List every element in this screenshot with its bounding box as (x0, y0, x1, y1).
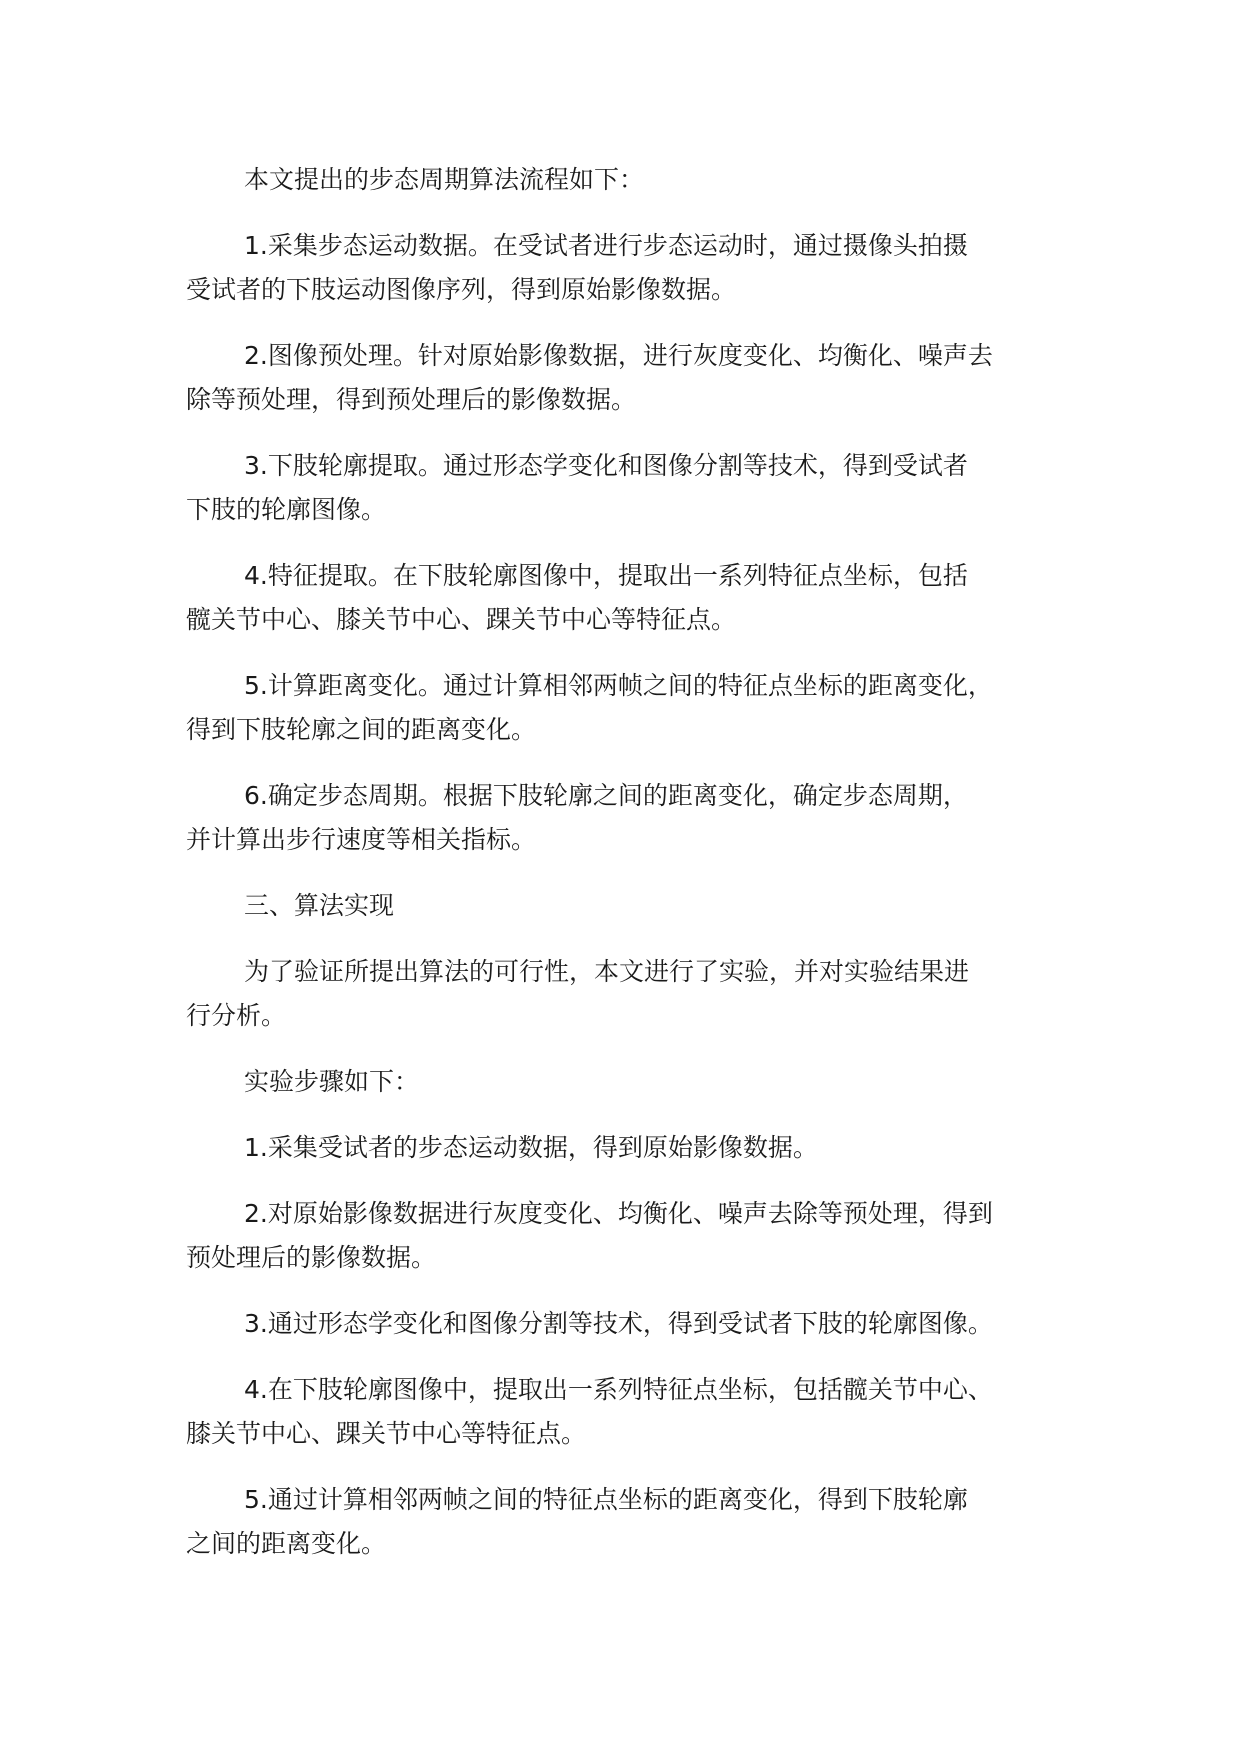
paragraph-exp-step-4 (186, 1368, 1086, 1456)
paragraph-exp-step-2 (186, 1192, 1086, 1280)
text-line: 并计算出步行速度等相关指标。 (186, 825, 537, 854)
text-line: 4.特征提取。在下肢轮廓图像中，提取出一系列特征点坐标，包括 (244, 561, 968, 590)
text-line: 之间的距离变化。 (186, 1529, 387, 1558)
heading-text: 三、算法实现 (244, 891, 395, 920)
paragraph-step-6 (186, 774, 1086, 862)
paragraph-step-4 (186, 554, 1086, 642)
text-line: 本文提出的步态周期算法流程如下： (244, 165, 645, 194)
paragraph-experiment-intro (186, 1060, 1086, 1104)
paragraph-step-2 (186, 334, 1086, 422)
text-line: 髋关节中心、膝关节中心、踝关节中心等特征点。 (186, 605, 737, 634)
text-line: 得到下肢轮廓之间的距离变化。 (186, 715, 537, 744)
paragraph-exp-step-5 (186, 1478, 1086, 1566)
text-line: 5.通过计算相邻两帧之间的特征点坐标的距离变化，得到下肢轮廓 (244, 1485, 968, 1514)
text-line: 预处理后的影像数据。 (186, 1243, 437, 1272)
paragraph-intro (186, 158, 1086, 202)
text-line: 2.图像预处理。针对原始影像数据，进行灰度变化、均衡化、噪声去 (244, 341, 993, 370)
section-heading (186, 884, 1086, 928)
paragraph-step-1 (186, 224, 1086, 312)
text-line: 实验步骤如下： (244, 1067, 420, 1096)
text-line: 2.对原始影像数据进行灰度变化、均衡化、噪声去除等预处理，得到 (244, 1199, 993, 1228)
paragraph-step-3 (186, 444, 1086, 532)
text-line: 除等预处理，得到预处理后的影像数据。 (186, 385, 637, 414)
text-line: 为了验证所提出算法的可行性，本文进行了实验，并对实验结果进 (244, 957, 970, 986)
text-line: 5.计算距离变化。通过计算相邻两帧之间的特征点坐标的距离变化， (244, 671, 993, 700)
paragraph-validation (186, 950, 1086, 1038)
paragraph-step-5 (186, 664, 1086, 752)
text-line: 膝关节中心、踝关节中心等特征点。 (186, 1419, 587, 1448)
text-line: 3.通过形态学变化和图像分割等技术，得到受试者下肢的轮廓图像。 (244, 1309, 993, 1338)
text-line: 受试者的下肢运动图像序列，得到原始影像数据。 (186, 275, 737, 304)
text-line: 下肢的轮廓图像。 (186, 495, 387, 524)
text-line: 4.在下肢轮廓图像中，提取出一系列特征点坐标，包括髋关节中心、 (244, 1375, 993, 1404)
text-line: 行分析。 (186, 1001, 287, 1030)
paragraph-exp-step-1 (186, 1126, 1086, 1170)
text-line: 1.采集步态运动数据。在受试者进行步态运动时，通过摄像头拍摄 (244, 231, 968, 260)
document-body (186, 158, 1086, 1588)
text-line: 6.确定步态周期。根据下肢轮廓之间的距离变化，确定步态周期， (244, 781, 968, 810)
paragraph-exp-step-3 (186, 1302, 1086, 1346)
text-line: 3.下肢轮廓提取。通过形态学变化和图像分割等技术，得到受试者 (244, 451, 968, 480)
text-line: 1.采集受试者的步态运动数据，得到原始影像数据。 (244, 1133, 818, 1162)
